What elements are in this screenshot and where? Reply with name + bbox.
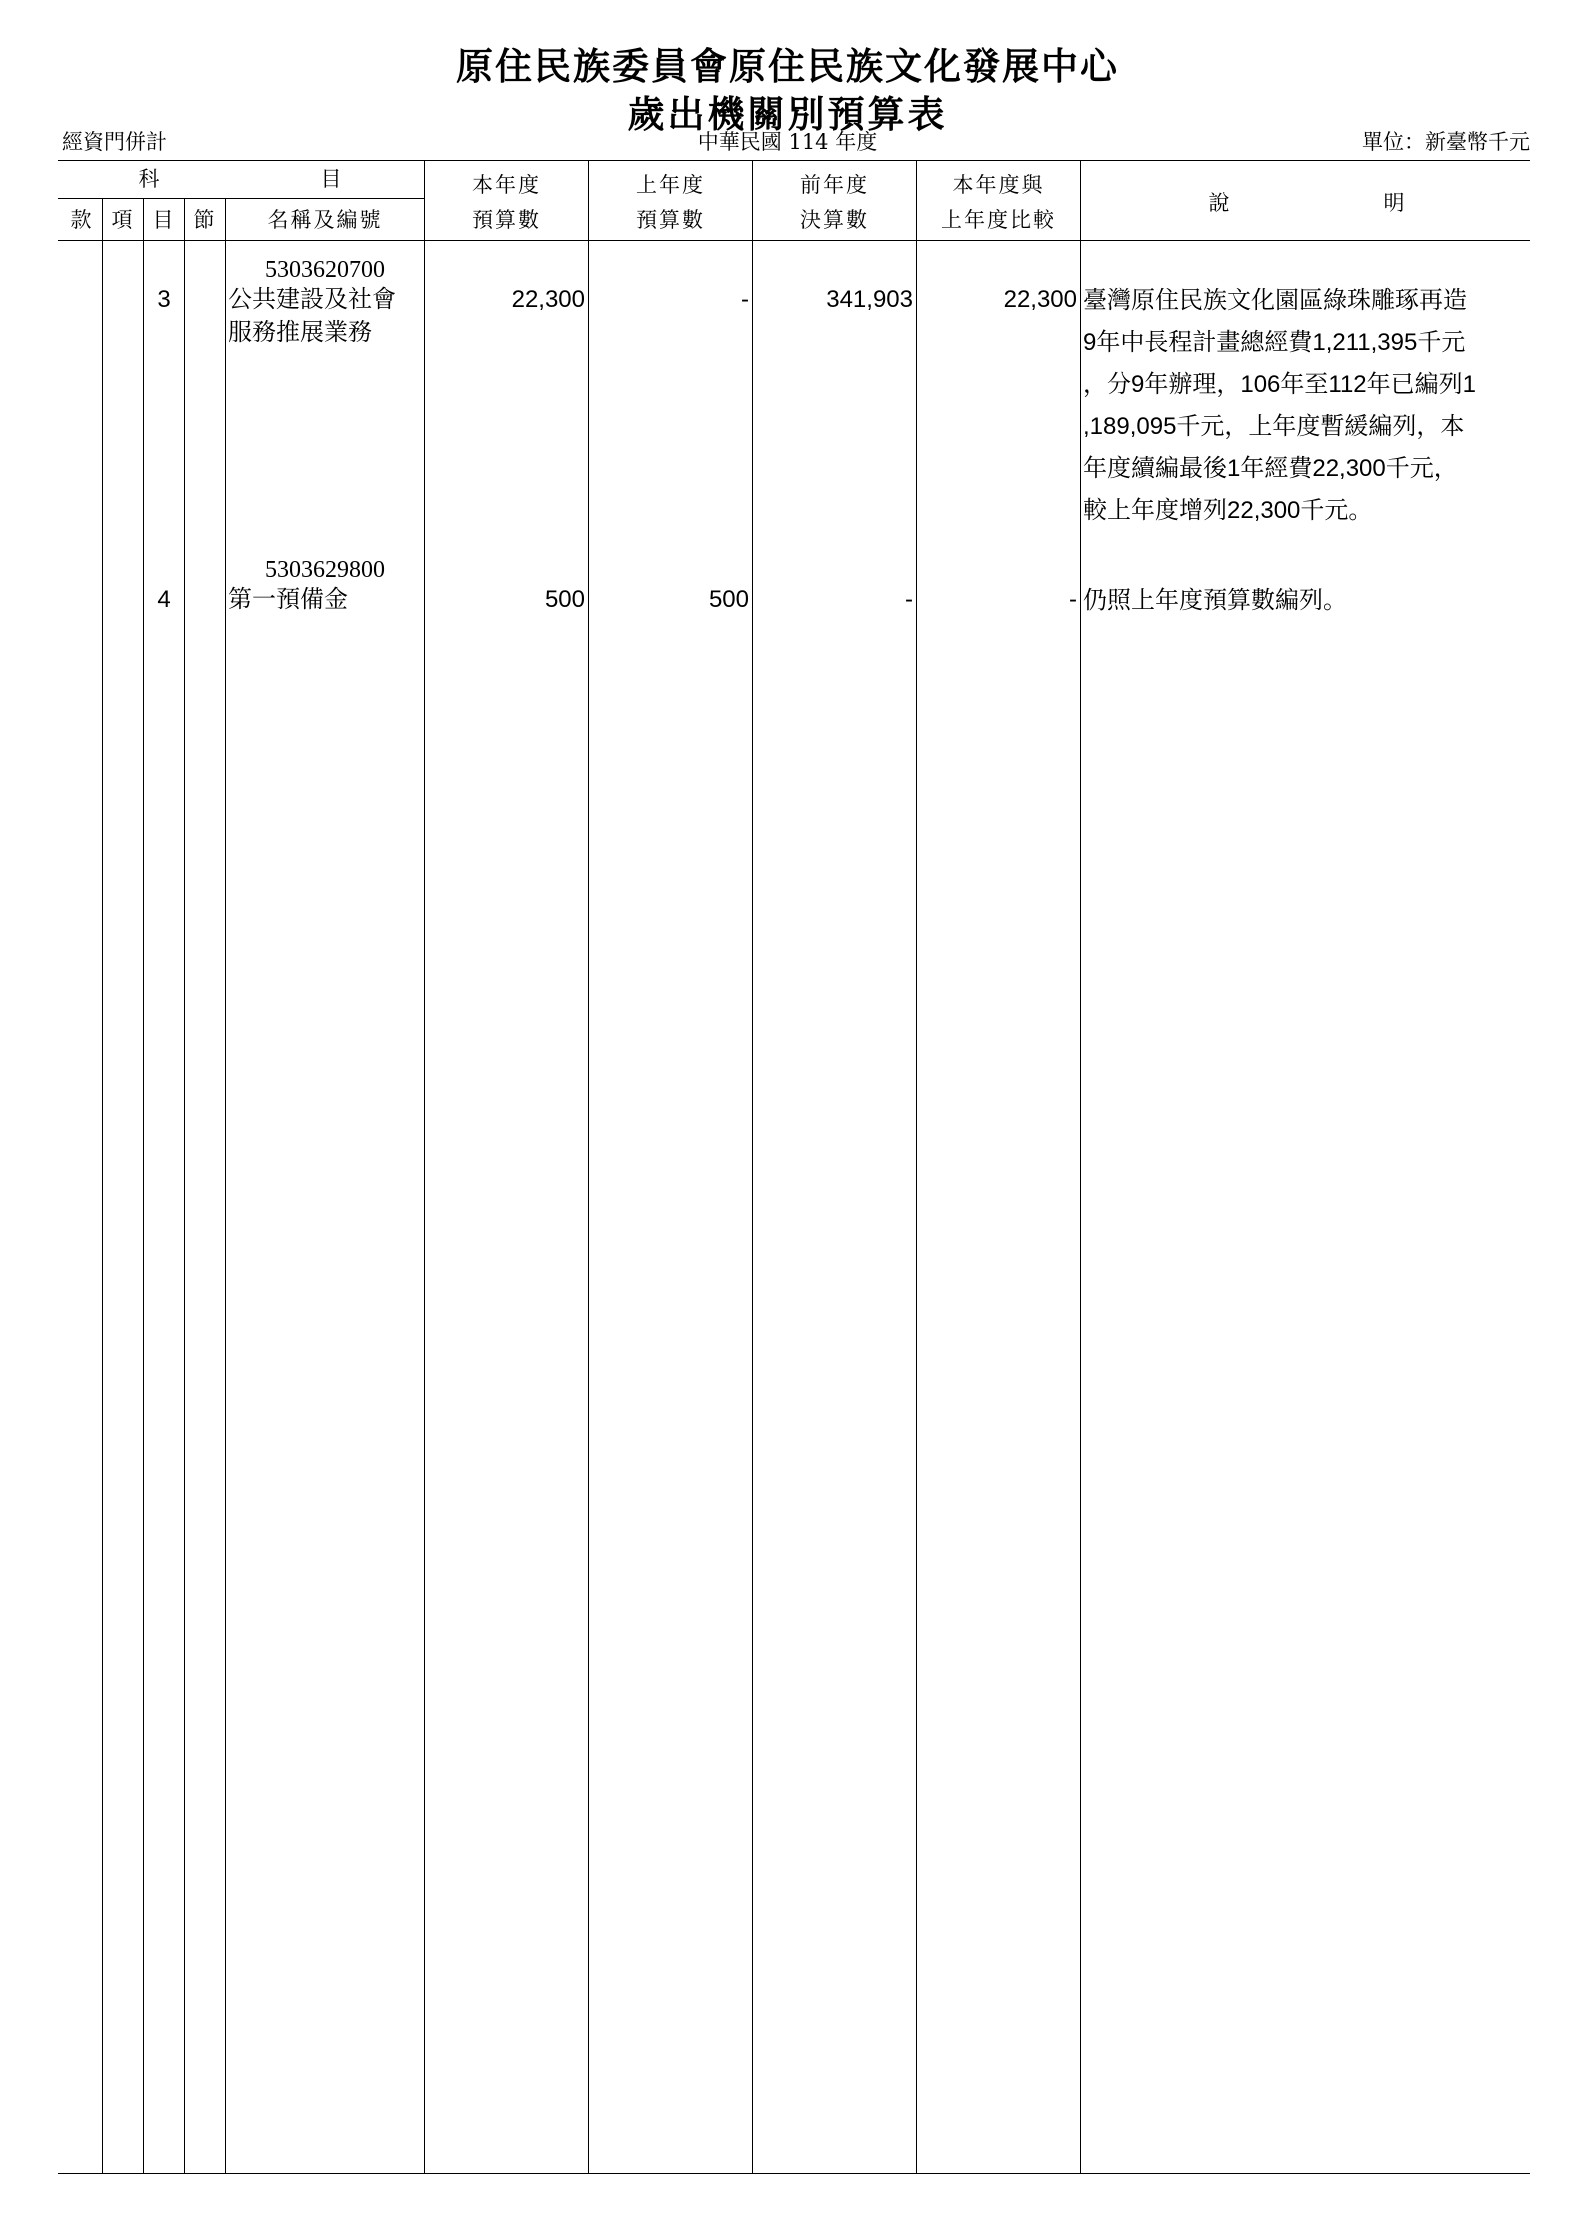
header-this-year-l1: 本年度 [472,173,541,197]
report-title: 歲出機關別預算表 [627,92,948,136]
row-this-year: 500 [544,586,585,613]
row-mu-number: 3 [157,286,171,313]
col-divider [225,199,226,2173]
fiscal-year-label: 中華民國 114 年度 [697,130,878,154]
header-last-year-l2: 預算數 [636,208,705,232]
unit-label: 單位：新臺幣千元 [1362,130,1530,154]
row-description: 仍照上年度預算數編列。 [1083,587,1347,614]
header-kuan: 款 [70,208,94,232]
subject-subheader-rule [58,198,424,199]
header-prev-year-l2: 決算數 [800,208,869,232]
header-desc-ming: 明 [1383,191,1407,215]
row-this-year: 22,300 [511,286,585,313]
col-divider [752,160,753,2173]
row-last-year: 500 [708,586,749,613]
header-last-year-l1: 上年度 [636,173,705,197]
col-divider [102,199,103,2173]
table-top-rule [58,160,1530,161]
table-bottom-rule [58,2173,1530,2174]
header-desc-shuo: 說 [1208,191,1232,215]
col-divider [424,160,425,2173]
row-compare: - [1069,586,1077,613]
row-name-line1: 第一預備金 [228,586,348,613]
col-divider [588,160,589,2173]
header-this-year-l2: 預算數 [472,208,541,232]
header-compare-l1: 本年度與 [952,173,1045,197]
row-prev-year: 341,903 [826,286,913,313]
col-divider [143,199,144,2173]
col-divider [184,199,185,2173]
header-prev-year-l1: 前年度 [800,173,869,197]
row-description: 臺灣原住民族文化園區綠珠雕琢再造 9年中長程計畫總經費1,211,395千元 ，分9年辦理，106年至112年已編列1 ,189,095千元，上年度暫緩編列，本 年度續編最後1年經費22,300千元， 較上年度增列22,300千元。 [1083,287,1476,524]
row-mu-number: 4 [157,586,171,613]
col-divider [1080,160,1081,2173]
row-prev-year: - [905,586,913,613]
header-subject-ke: 科 [138,167,162,191]
header-subject-mu: 目 [320,167,344,191]
col-divider [916,160,917,2173]
row-code: 5303620700 [265,257,385,283]
header-mu: 目 [152,208,176,232]
table-header-rule [58,240,1530,241]
row-compare: 22,300 [1003,286,1077,313]
row-name-line2: 服務推展業務 [228,319,372,346]
header-compare-l2: 上年度比較 [941,208,1056,232]
row-name-line1: 公共建設及社會 [228,286,396,313]
header-xiang: 項 [111,208,135,232]
row-last-year: - [741,286,749,313]
header-jie: 節 [193,208,217,232]
header-name-code: 名稱及編號 [267,208,383,232]
agency-title: 原住民族委員會原住民族文化發展中心 [456,44,1119,88]
account-type-label: 經資門併計 [62,130,167,154]
row-code: 5303629800 [265,557,385,583]
